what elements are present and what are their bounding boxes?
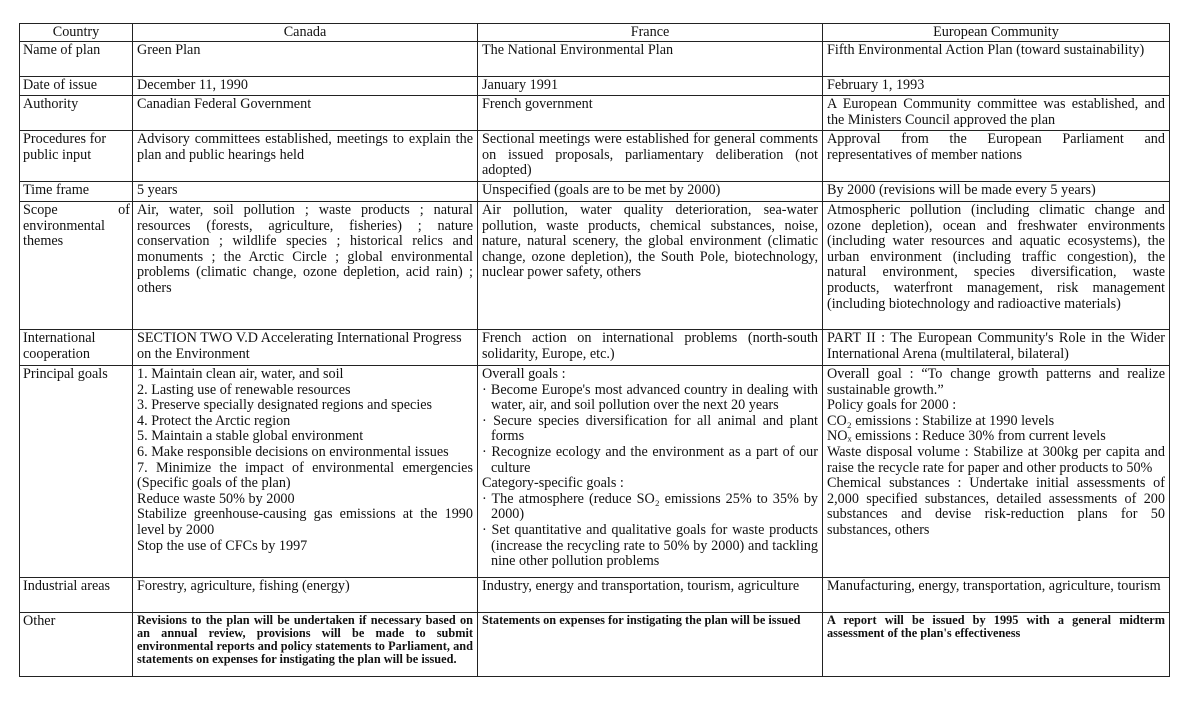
cell-ec-authority: A European Community committee was established, and the Ministers Council approved the plan <box>823 96 1170 131</box>
header-canada: Canada <box>133 24 478 42</box>
table-row <box>20 42 1170 77</box>
cell-france-authority: French government <box>478 96 823 131</box>
list-item: Chemical substances : Undertake initial assessments of 2,000 specified substances, detailed assessments of 200 substances and devise risk-reduction plans for 50 substances, others <box>827 475 1165 538</box>
list-item: · Secure species diversification for all animal and plant forms <box>482 412 818 445</box>
list-item: NOₓ emissions : Reduce 30% from current levels <box>827 428 1106 445</box>
cell-ec-other: A report will be issued by 1995 with a general midterm assessment of the plan's effectiveness <box>823 613 1170 677</box>
cell-france-goals <box>478 366 823 578</box>
list-item: 2. Lasting use of renewable resources <box>137 381 351 398</box>
goals-heading: Overall goals : <box>482 366 566 382</box>
list-item: CO₂ emissions : Stabilize at 1990 levels <box>827 412 1055 429</box>
cell-ec-timeframe: By 2000 (revisions will be made every 5 years) <box>823 182 1170 202</box>
row-label-scope: Scope of environmental themes <box>20 202 133 330</box>
header-european-community: European Community <box>823 24 1170 42</box>
list-item: 6. Make responsible decisions on environmental issues <box>137 443 449 460</box>
row-label-industrial: Industrial areas <box>20 578 133 613</box>
row-label-other: Other <box>20 613 133 677</box>
list-item: · The atmosphere (reduce SO₂ emissions 25% to 35% by 2000) <box>482 490 819 523</box>
list-item: 7. Minimize the impact of environmental emergencies (Specific goals of the plan) <box>137 459 473 492</box>
cell-france-timeframe: Unspecified (goals are to be met by 2000) <box>478 182 823 202</box>
cell-ec-goals <box>823 366 1170 578</box>
category-goals-list <box>482 492 818 570</box>
table-row <box>20 77 1170 96</box>
table-row <box>20 96 1170 131</box>
list-item: Waste disposal volume : Stabilize at 300kg per capita and raise the recycle rate for paper and other products to 50% <box>827 443 1165 476</box>
row-label-authority: Authority <box>20 96 133 131</box>
cell-canada-industrial: Forestry, agriculture, fishing (energy) <box>133 578 478 613</box>
table-row <box>20 202 1170 330</box>
table-row <box>20 613 1170 677</box>
cell-france-procedures: Sectional meetings were established for general comments on issued proposals, parliamentary deliberation (not adopted) <box>478 131 823 182</box>
row-label-timeframe: Time frame <box>20 182 133 202</box>
cell-france-date: January 1991 <box>478 77 823 96</box>
cell-france-international: French action on international problems (north-south solidarity, Europe, etc.) <box>478 330 823 366</box>
table-row <box>20 182 1170 202</box>
cell-ec-plan-name: Fifth Environmental Action Plan (toward sustainability) <box>823 42 1170 77</box>
header-france: France <box>478 24 823 42</box>
overall-goals-list <box>482 383 818 477</box>
list-item: Overall goal : “To change growth patterns and realize sustainable growth.” <box>827 366 1165 398</box>
list-item: 1. Maintain clean air, water, and soil <box>137 366 344 382</box>
list-item: 4. Protect the Arctic region <box>137 412 291 429</box>
list-item: 5. Maintain a stable global environment <box>137 428 364 445</box>
table-row <box>20 330 1170 366</box>
cell-canada-scope: Air, water, soil pollution ; waste products ; natural resources (forests, agriculture, fisheries) ; nature conservation ; wildlife species ; historical relics and monuments ; the Arctic Circle ; global environmental problems (climatic change, ozone depletion, acid rain) ; others <box>133 202 478 330</box>
list-item: · Set quantitative and qualitative goals for waste products (increase the recycling rate to 50% by 2000) and tackling nine other pollution problems <box>482 521 818 570</box>
cell-canada-goals <box>133 366 478 578</box>
row-label-international: International cooperation <box>20 330 133 366</box>
cell-france-other: Statements on expenses for instigating the plan will be issued <box>478 613 823 677</box>
cell-ec-procedures: Approval from the European Parliament and representatives of member nations <box>823 131 1170 182</box>
row-label-procedures: Procedures for public input <box>20 131 133 182</box>
goals-heading: Category-specific goals : <box>482 475 624 492</box>
list-item: Policy goals for 2000 : <box>827 397 957 414</box>
table-row <box>20 131 1170 182</box>
list-item: 3. Preserve specially designated regions and species <box>137 397 433 414</box>
table-row <box>20 578 1170 613</box>
list-item: · Become Europe's most advanced country in dealing with water, air, and soil pollution over the next 20 years <box>482 381 818 414</box>
header-country: Country <box>20 24 133 42</box>
comparison-table <box>19 23 1170 677</box>
row-label-date: Date of issue <box>20 77 133 96</box>
row-label-plan-name: Name of plan <box>20 42 133 77</box>
cell-canada-authority: Canadian Federal Government <box>133 96 478 131</box>
row-label-goals: Principal goals <box>20 366 133 578</box>
table-row <box>20 366 1170 578</box>
cell-canada-other: Revisions to the plan will be undertaken if necessary based on an annual review, provisions will be made to submit environmental reports and policy statements to Parliament, and statements on expenses for instigating the plan will be issued. <box>133 613 478 677</box>
cell-canada-international: SECTION TWO V.D Accelerating International Progress on the Environment <box>133 330 478 366</box>
list-item: Stabilize greenhouse-causing gas emissions at the 1990 level by 2000 <box>137 506 473 538</box>
cell-france-industrial: Industry, energy and transportation, tourism, agriculture <box>478 578 823 613</box>
list-item: · Recognize ecology and the environment as a part of our culture <box>482 443 818 476</box>
list-item: Reduce waste 50% by 2000 <box>137 490 295 507</box>
cell-ec-international: PART II : The European Community's Role in the Wider International Arena (multilateral, bilateral) <box>823 330 1170 366</box>
cell-ec-scope: Atmospheric pollution (including climatic change and ozone depletion), ocean and freshwater environments (including water resources and aquatic ecosystems), the urban environment (including traffic congestion), the natural environment, species diversification, waste products, waterfront management, risk management (including biotechnology and radioactive materials) <box>823 202 1170 330</box>
cell-canada-plan-name: Green Plan <box>133 42 478 77</box>
list-item: Stop the use of CFCs by 1997 <box>137 537 308 554</box>
cell-ec-industrial: Manufacturing, energy, transportation, agriculture, tourism <box>823 578 1170 613</box>
cell-canada-procedures: Advisory committees established, meetings to explain the plan and public hearings held <box>133 131 478 182</box>
cell-ec-date: February 1, 1993 <box>823 77 1170 96</box>
cell-france-plan-name: The National Environmental Plan <box>478 42 823 77</box>
cell-canada-timeframe: 5 years <box>133 182 478 202</box>
cell-canada-date: December 11, 1990 <box>133 77 478 96</box>
header-row <box>20 24 1170 42</box>
cell-france-scope: Air pollution, water quality deterioration, sea-water pollution, waste products, chemical substances, noise, nature, natural scenery, the global environment (climatic change, ozone depletion), the South Pole, biotechnology, nuclear power safety, others <box>478 202 823 330</box>
